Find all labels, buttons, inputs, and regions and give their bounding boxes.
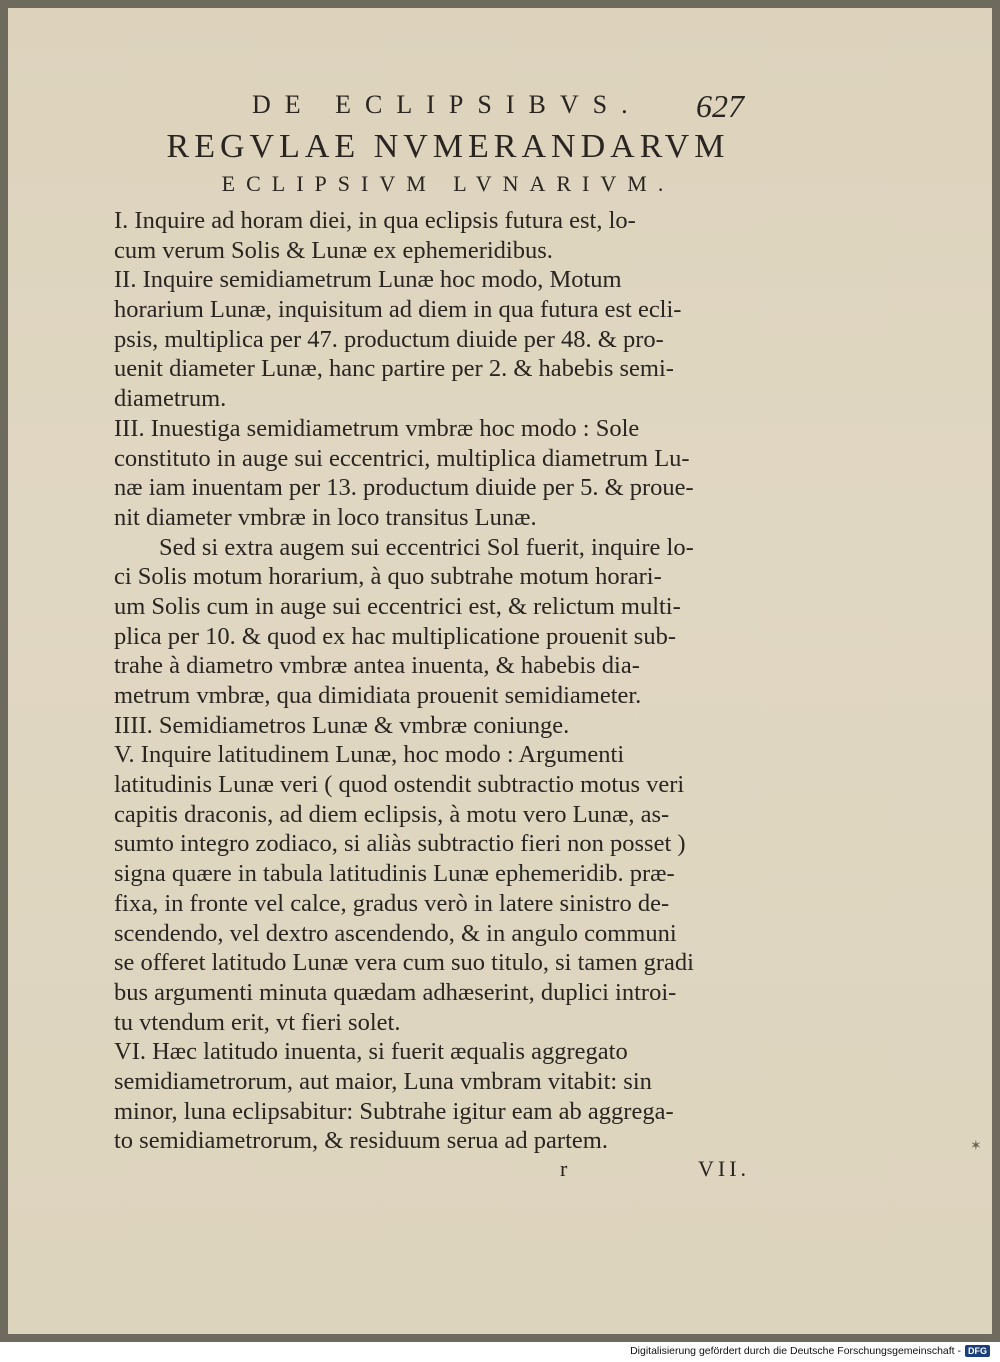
text-line: um Solis cum in auge sui eccentrici est, & relictum multi- [114, 592, 681, 620]
text-line: constituto in auge sui eccentrici, multiplica diametrum Lu- [114, 444, 690, 472]
text-line: sumto integro zodiaco, si aliàs subtractio fieri non posset ) [114, 830, 686, 858]
text-line: scendendo, vel dextro ascendendo, & in angulo communi [114, 919, 677, 947]
body-text [114, 206, 764, 1156]
text-line: III. Inuestiga semidiametrum vmbræ hoc modo : Sole [114, 414, 640, 442]
running-head [8, 88, 992, 128]
text-line: V. Inquire latitudinem Lunæ, hoc modo : Argumenti [114, 741, 625, 769]
text-line: IIII. Semidiametros Lunæ & vmbræ coniunge. [114, 711, 570, 739]
signature-mark: r [560, 1156, 568, 1181]
text-line: latitudinis Lunæ veri ( quod ostendit subtractio motus veri [114, 771, 685, 799]
chapter-title: REGVLAE NVMERANDARVM [166, 128, 730, 165]
text-line: tu vtendum erit, vt fieri solet. [114, 1008, 401, 1036]
credit-text: Digitalisierung gefördert durch die Deutsche Forschungsgemeinschaft - [630, 1345, 961, 1357]
text-line: nit diameter vmbræ in loco transitus Lunæ. [114, 503, 537, 531]
text-line: fixa, in fronte vel calce, gradus verò in latere sinistro de- [114, 889, 670, 917]
text-line: se offeret latitudo Lunæ vera cum suo titulo, si tamen gradi [114, 949, 694, 977]
text-line: cum verum Solis & Lunæ ex ephemeridibus. [114, 236, 553, 264]
catchword: VII. [698, 1156, 751, 1181]
dfg-logo: DFG [965, 1345, 990, 1357]
text-line: trahe à diametro vmbræ antea inuenta, & habebis dia- [114, 652, 640, 680]
margin-mark-icon: ✶ [970, 1139, 982, 1154]
text-line: diametrum. [114, 385, 227, 413]
text-line: minor, luna eclipsabitur: Subtrahe igitur eam ab aggrega- [114, 1097, 674, 1125]
text-line: næ iam inuentam per 13. productum diuide per 5. & proue- [114, 474, 694, 502]
text-line: uenit diameter Lunæ, hanc partire per 2. & habebis semi- [114, 355, 674, 383]
digitization-credit [630, 1345, 990, 1357]
text-line: ci Solis motum horarium, à quo subtrahe motum horari- [114, 563, 662, 591]
text-line: semidiametrorum, aut maior, Luna vmbram vitabit: sin [114, 1067, 652, 1095]
text-line: Sed si extra augem sui eccentrici Sol fuerit, inquire lo- [159, 533, 694, 561]
text-line: I. Inquire ad horam diei, in qua eclipsis futura est, lo- [114, 207, 636, 234]
page-number: 627 [696, 88, 744, 124]
text-line: to semidiametrorum, & residuum serua ad partem. [114, 1127, 608, 1155]
book-page [8, 8, 992, 1334]
text-line: signa quære in tabula latitudinis Lunæ ephemeridib. præ- [114, 860, 675, 888]
chapter-subtitle: ECLIPSIVM LVNARIVM. [221, 171, 675, 196]
running-head-title: DE ECLIPSIBVS. [252, 90, 642, 119]
text-line: horarium Lunæ, inquisitum ad diem in qua futura est ecli- [114, 296, 682, 324]
page-footer [8, 1156, 992, 1188]
text-line: plica per 10. & quod ex hac multiplicatione prouenit sub- [114, 622, 676, 650]
text-line: bus argumenti minuta quædam adhæserint, duplici introi- [114, 978, 677, 1006]
text-line: VI. Hæc latitudo inuenta, si fuerit æqualis aggregato [114, 1038, 628, 1066]
text-line: II. Inquire semidiametrum Lunæ hoc modo, Motum [114, 266, 622, 294]
text-line: capitis draconis, ad diem eclipsis, à motu vero Lunæ, as- [114, 800, 670, 828]
text-line: psis, multiplica per 47. productum diuide per 48. & pro- [114, 325, 664, 353]
text-line: metrum vmbræ, qua dimidiata prouenit semidiameter. [114, 682, 642, 709]
